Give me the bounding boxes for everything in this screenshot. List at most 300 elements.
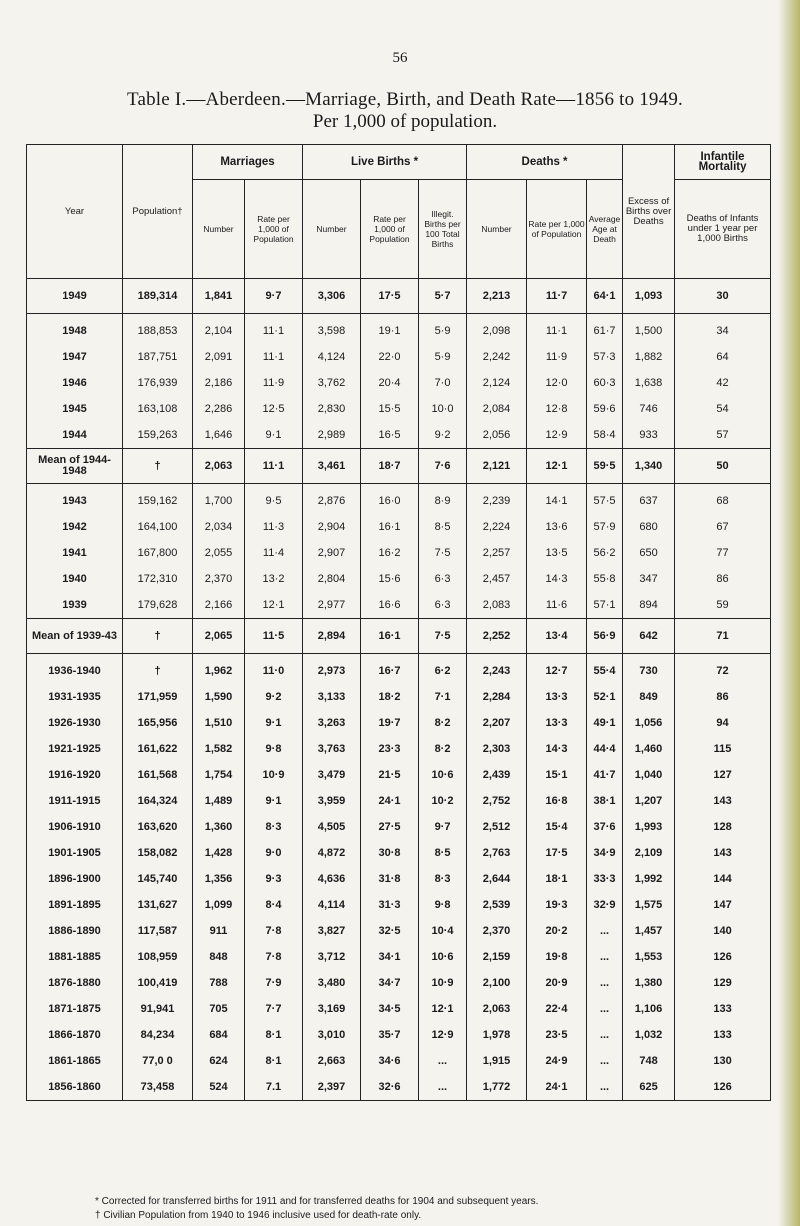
table-cell: 67 <box>675 514 771 540</box>
table-cell: 189,314 <box>123 279 193 314</box>
table-cell: 16·7 <box>361 654 419 685</box>
table-cell: 44·4 <box>587 736 623 762</box>
table-cell: 18·2 <box>361 684 419 710</box>
table-cell: 1,754 <box>193 762 245 788</box>
table-cell: 17·5 <box>527 840 587 866</box>
table-cell: 1,056 <box>623 710 675 736</box>
table-cell: 2,439 <box>467 762 527 788</box>
table-cell: 1,510 <box>193 710 245 736</box>
table-cell: 8·1 <box>245 1048 303 1074</box>
table-cell: 11·6 <box>527 592 587 619</box>
table-cell: 144 <box>675 866 771 892</box>
table-cell: 12·5 <box>245 396 303 422</box>
table-cell: 11·1 <box>245 449 303 484</box>
table-cell: 17·5 <box>361 279 419 314</box>
table-cell: 126 <box>675 1074 771 1101</box>
table-cell: 8·3 <box>245 814 303 840</box>
table-cell: 1,032 <box>623 1022 675 1048</box>
table-cell: 14·1 <box>527 484 587 515</box>
table-cell: 22·0 <box>361 344 419 370</box>
table-row <box>27 970 771 996</box>
row-label: 1940 <box>27 566 123 592</box>
table-cell: 1,575 <box>623 892 675 918</box>
table-cell: 165,956 <box>123 710 193 736</box>
table-cell: 1,457 <box>623 918 675 944</box>
table-cell: 2,063 <box>193 449 245 484</box>
table-cell: 71 <box>675 619 771 654</box>
table-cell: 2,907 <box>303 540 361 566</box>
table-cell: 32·6 <box>361 1074 419 1101</box>
table-cell: 16·8 <box>527 788 587 814</box>
table-cell: 2,055 <box>193 540 245 566</box>
table-cell: 4,124 <box>303 344 361 370</box>
table-cell: 4,636 <box>303 866 361 892</box>
table-cell: 911 <box>193 918 245 944</box>
table-cell: ... <box>587 996 623 1022</box>
table-cell: 32·5 <box>361 918 419 944</box>
table-cell: 2,104 <box>193 314 245 345</box>
table-cell: 2,083 <box>467 592 527 619</box>
table-cell: 163,620 <box>123 814 193 840</box>
row-label: 1943 <box>27 484 123 515</box>
table-cell: 3,959 <box>303 788 361 814</box>
row-label: 1936-1940 <box>27 654 123 685</box>
table-cell: 57·9 <box>587 514 623 540</box>
table-cell: 8·5 <box>419 514 467 540</box>
table-cell: 140 <box>675 918 771 944</box>
table-cell: 3,263 <box>303 710 361 736</box>
table-cell: 13·5 <box>527 540 587 566</box>
table-cell: 8·3 <box>419 866 467 892</box>
table-cell: 1,500 <box>623 314 675 345</box>
table-cell: 10·6 <box>419 944 467 970</box>
table-cell: 3,763 <box>303 736 361 762</box>
table-cell: 19·1 <box>361 314 419 345</box>
table-cell: 11·5 <box>245 619 303 654</box>
table-row <box>27 370 771 396</box>
table-cell: 16·2 <box>361 540 419 566</box>
table-cell: 2,663 <box>303 1048 361 1074</box>
table-cell: 2,989 <box>303 422 361 449</box>
table-cell: 19·3 <box>527 892 587 918</box>
table-body <box>27 279 771 1101</box>
table-row <box>27 996 771 1022</box>
table-cell: 8·5 <box>419 840 467 866</box>
table-cell: 1,460 <box>623 736 675 762</box>
table-cell: 730 <box>623 654 675 685</box>
table-cell: 33·3 <box>587 866 623 892</box>
table-row <box>27 814 771 840</box>
table-cell: 20·4 <box>361 370 419 396</box>
table-cell: 2,457 <box>467 566 527 592</box>
table-cell: 705 <box>193 996 245 1022</box>
table-cell: 3,010 <box>303 1022 361 1048</box>
row-label: 1866-1870 <box>27 1022 123 1048</box>
table-cell: 167,800 <box>123 540 193 566</box>
table-cell: 188,853 <box>123 314 193 345</box>
table-cell: 9·5 <box>245 484 303 515</box>
table-cell: 2,512 <box>467 814 527 840</box>
table-cell: 128 <box>675 814 771 840</box>
table-cell: 16·6 <box>361 592 419 619</box>
table-cell: 1,106 <box>623 996 675 1022</box>
table-cell: 133 <box>675 1022 771 1048</box>
table-cell: 32·9 <box>587 892 623 918</box>
table-row <box>27 540 771 566</box>
table-cell: 57 <box>675 422 771 449</box>
table-cell: 1,646 <box>193 422 245 449</box>
table-cell: 8·1 <box>245 1022 303 1048</box>
table-cell: 2,065 <box>193 619 245 654</box>
table-cell: 13·3 <box>527 684 587 710</box>
table-cell: 1,638 <box>623 370 675 396</box>
row-label: 1916-1920 <box>27 762 123 788</box>
table-cell: 2,286 <box>193 396 245 422</box>
table-cell: 849 <box>623 684 675 710</box>
table-cell: 10·6 <box>419 762 467 788</box>
table-cell: ... <box>587 918 623 944</box>
table-cell: 24·9 <box>527 1048 587 1074</box>
table-cell: 159,263 <box>123 422 193 449</box>
table-cell: 13·2 <box>245 566 303 592</box>
table-cell: 64·1 <box>587 279 623 314</box>
header-birth-rate: Rate per 1,000 of Population <box>361 180 419 279</box>
header-death-number: Number <box>467 180 527 279</box>
table-row <box>27 918 771 944</box>
table-cell: 143 <box>675 788 771 814</box>
table-title: Table I.—Aberdeen.—Marriage, Birth, and Death Rate—1856 to 1949. <box>127 89 683 110</box>
table-cell: 1,207 <box>623 788 675 814</box>
table-cell: 129 <box>675 970 771 996</box>
table-cell: 2,763 <box>467 840 527 866</box>
table-cell: 57·1 <box>587 592 623 619</box>
table-cell: 164,100 <box>123 514 193 540</box>
table-cell: 164,324 <box>123 788 193 814</box>
table-cell: 1,590 <box>193 684 245 710</box>
table-row <box>27 484 771 515</box>
table-cell: 94 <box>675 710 771 736</box>
table-cell: 18·1 <box>527 866 587 892</box>
table-cell: 176,939 <box>123 370 193 396</box>
table-cell: 2,100 <box>467 970 527 996</box>
row-label: 1949 <box>27 279 123 314</box>
table-cell: 4,505 <box>303 814 361 840</box>
table-cell: 2,284 <box>467 684 527 710</box>
header-excess: Excess of Births over Deaths <box>623 145 675 279</box>
table-cell: 1,356 <box>193 866 245 892</box>
table-cell: 1,882 <box>623 344 675 370</box>
table-cell: 15·6 <box>361 566 419 592</box>
row-label: 1856-1860 <box>27 1074 123 1101</box>
table-cell: 161,568 <box>123 762 193 788</box>
table-cell: 131,627 <box>123 892 193 918</box>
table-cell: 42 <box>675 370 771 396</box>
table-cell: 133 <box>675 996 771 1022</box>
table-cell: ... <box>587 970 623 996</box>
table-cell: 11·7 <box>527 279 587 314</box>
table-cell: 7·6 <box>419 449 467 484</box>
table-row <box>27 736 771 762</box>
table-cell: 2,977 <box>303 592 361 619</box>
table-cell: 15·1 <box>527 762 587 788</box>
table-row <box>27 710 771 736</box>
table-cell: 9·3 <box>245 866 303 892</box>
row-label: 1881-1885 <box>27 944 123 970</box>
table-cell: 55·4 <box>587 654 623 685</box>
row-label: 1891-1895 <box>27 892 123 918</box>
table-cell: 5·9 <box>419 344 467 370</box>
table-row <box>27 592 771 619</box>
table-cell: 30·8 <box>361 840 419 866</box>
table-cell: 1,093 <box>623 279 675 314</box>
table-cell: 2,303 <box>467 736 527 762</box>
table-cell: 1,553 <box>623 944 675 970</box>
table-cell: 2,159 <box>467 944 527 970</box>
table-cell: 52·1 <box>587 684 623 710</box>
table-cell: 12·1 <box>245 592 303 619</box>
table-cell: 625 <box>623 1074 675 1101</box>
table-row <box>27 279 771 314</box>
table-cell: 171,959 <box>123 684 193 710</box>
table-cell: 2,034 <box>193 514 245 540</box>
table-cell: 172,310 <box>123 566 193 592</box>
table-cell: 56·9 <box>587 619 623 654</box>
row-label: 1931-1935 <box>27 684 123 710</box>
header-infantile: Infantile Mortality <box>675 145 771 180</box>
header-marriage-rate: Rate per 1,000 of Population <box>245 180 303 279</box>
table-cell: 2,186 <box>193 370 245 396</box>
table-cell: 9·1 <box>245 788 303 814</box>
table-cell: 50 <box>675 449 771 484</box>
table-cell: 3,461 <box>303 449 361 484</box>
table-cell: 59·6 <box>587 396 623 422</box>
table-cell: 58·4 <box>587 422 623 449</box>
table-cell: 77,0 0 <box>123 1048 193 1074</box>
table-cell: 159,162 <box>123 484 193 515</box>
table-cell: 12·9 <box>527 422 587 449</box>
table-cell: 8·2 <box>419 710 467 736</box>
table-cell: 2,257 <box>467 540 527 566</box>
footnote-civilian: † Civilian Population from 1940 to 1946 inclusive used for death-rate only. <box>95 1210 422 1221</box>
table-row <box>27 619 771 654</box>
table-cell: 10·0 <box>419 396 467 422</box>
table-cell: 179,628 <box>123 592 193 619</box>
row-label: 1945 <box>27 396 123 422</box>
table-cell: 13·4 <box>527 619 587 654</box>
table-cell: 61·7 <box>587 314 623 345</box>
row-label: 1921-1925 <box>27 736 123 762</box>
table-cell: 347 <box>623 566 675 592</box>
table-cell: 11·9 <box>527 344 587 370</box>
table-cell: 2,124 <box>467 370 527 396</box>
table-cell: 2,539 <box>467 892 527 918</box>
table-cell: 41·7 <box>587 762 623 788</box>
table-cell: 49·1 <box>587 710 623 736</box>
header-live-births: Live Births * <box>303 145 467 180</box>
table-cell: ... <box>419 1074 467 1101</box>
table-cell: 2,894 <box>303 619 361 654</box>
table-cell: 37·6 <box>587 814 623 840</box>
table-cell: 5·7 <box>419 279 467 314</box>
table-cell: 130 <box>675 1048 771 1074</box>
table-cell: 14·3 <box>527 736 587 762</box>
header-death-rate: Rate per 1,000 of Population <box>527 180 587 279</box>
table-cell: 10·9 <box>245 762 303 788</box>
table-cell: 8·4 <box>245 892 303 918</box>
table-row <box>27 684 771 710</box>
table-cell: 1,380 <box>623 970 675 996</box>
table-cell: 30 <box>675 279 771 314</box>
table-cell: 2,252 <box>467 619 527 654</box>
table-subtitle: Per 1,000 of population. <box>312 111 498 132</box>
table-cell: 100,419 <box>123 970 193 996</box>
table-cell: 11·0 <box>245 654 303 685</box>
table-row <box>27 566 771 592</box>
table-cell: 1,978 <box>467 1022 527 1048</box>
table-cell: 23·3 <box>361 736 419 762</box>
table-cell: 1,772 <box>467 1074 527 1101</box>
table-cell: 9·7 <box>419 814 467 840</box>
table-cell: 57·5 <box>587 484 623 515</box>
table-cell: 12·7 <box>527 654 587 685</box>
table-cell: 1,340 <box>623 449 675 484</box>
table-cell: † <box>123 619 193 654</box>
table-cell: 31·8 <box>361 866 419 892</box>
table-cell: 187,751 <box>123 344 193 370</box>
table-row <box>27 762 771 788</box>
table-cell: 9·2 <box>245 684 303 710</box>
table-cell: 57·3 <box>587 344 623 370</box>
table-cell: 13·3 <box>527 710 587 736</box>
table-cell: 145,740 <box>123 866 193 892</box>
table-cell: 894 <box>623 592 675 619</box>
table-cell: 6·2 <box>419 654 467 685</box>
table-cell: 524 <box>193 1074 245 1101</box>
table-cell: 9·8 <box>245 736 303 762</box>
table-cell: 15·5 <box>361 396 419 422</box>
table-cell: 2,370 <box>193 566 245 592</box>
table-cell: 7·5 <box>419 619 467 654</box>
table-cell: 642 <box>623 619 675 654</box>
header-marriages: Marriages <box>193 145 303 180</box>
page-number: 56 <box>392 50 408 66</box>
table-cell: 108,959 <box>123 944 193 970</box>
table-row <box>27 654 771 685</box>
row-label: 1911-1915 <box>27 788 123 814</box>
table-row <box>27 1074 771 1101</box>
table-cell: 3,133 <box>303 684 361 710</box>
table-row <box>27 344 771 370</box>
table-row <box>27 449 771 484</box>
table-cell: 12·9 <box>419 1022 467 1048</box>
table-cell: 77 <box>675 540 771 566</box>
table-cell: 2,397 <box>303 1074 361 1101</box>
table-cell: 34 <box>675 314 771 345</box>
table-cell: 15·4 <box>527 814 587 840</box>
header-infant-deaths: Deaths of Infants under 1 year per 1,000 Births <box>675 180 771 279</box>
table-cell: 680 <box>623 514 675 540</box>
table-cell: 1,489 <box>193 788 245 814</box>
table-cell: 127 <box>675 762 771 788</box>
table-cell: 2,063 <box>467 996 527 1022</box>
table-cell: 55·8 <box>587 566 623 592</box>
table-cell: 1,099 <box>193 892 245 918</box>
table-cell: 34·5 <box>361 996 419 1022</box>
table-cell: 9·0 <box>245 840 303 866</box>
header-average-age: Average Age at Death <box>587 180 623 279</box>
table-cell: 1,915 <box>467 1048 527 1074</box>
table-cell: 2,098 <box>467 314 527 345</box>
table-cell: 2,207 <box>467 710 527 736</box>
row-label: 1871-1875 <box>27 996 123 1022</box>
table-cell: 746 <box>623 396 675 422</box>
table-cell: 1,360 <box>193 814 245 840</box>
table-cell: 2,084 <box>467 396 527 422</box>
table-cell: 7·8 <box>245 944 303 970</box>
table-cell: 1,582 <box>193 736 245 762</box>
table-cell: 147 <box>675 892 771 918</box>
table-cell: 20·9 <box>527 970 587 996</box>
table-cell: 6·3 <box>419 592 467 619</box>
table-cell: 143 <box>675 840 771 866</box>
table-cell: 34·7 <box>361 970 419 996</box>
table-cell: 21·5 <box>361 762 419 788</box>
table-cell: 11·1 <box>527 314 587 345</box>
table-cell: 126 <box>675 944 771 970</box>
table-cell: 684 <box>193 1022 245 1048</box>
table-cell: 16·1 <box>361 514 419 540</box>
table-cell: 59·5 <box>587 449 623 484</box>
table-cell: 3,827 <box>303 918 361 944</box>
table-cell: 35·7 <box>361 1022 419 1048</box>
table-row <box>27 314 771 345</box>
table-cell: 1,700 <box>193 484 245 515</box>
header-marriage-number: Number <box>193 180 245 279</box>
row-label: 1948 <box>27 314 123 345</box>
table-cell: 3,479 <box>303 762 361 788</box>
table-cell: 117,587 <box>123 918 193 944</box>
table-cell: 34·1 <box>361 944 419 970</box>
table-cell: † <box>123 654 193 685</box>
table-cell: 115 <box>675 736 771 762</box>
table-cell: 59 <box>675 592 771 619</box>
table-cell: 624 <box>193 1048 245 1074</box>
table-cell: 34·6 <box>361 1048 419 1074</box>
table-row <box>27 788 771 814</box>
table-cell: 7·0 <box>419 370 467 396</box>
table-cell: 2,109 <box>623 840 675 866</box>
table-cell: 12·8 <box>527 396 587 422</box>
table-cell: ... <box>587 1074 623 1101</box>
table-cell: 788 <box>193 970 245 996</box>
row-label: 1946 <box>27 370 123 396</box>
page-edge <box>778 0 800 1226</box>
header-population: Population† <box>123 145 193 279</box>
table-cell: 2,804 <box>303 566 361 592</box>
table-cell: 11·4 <box>245 540 303 566</box>
table-row <box>27 396 771 422</box>
table-cell: 163,108 <box>123 396 193 422</box>
table-cell: 68 <box>675 484 771 515</box>
header-deaths: Deaths * <box>467 145 623 180</box>
table-cell: 19·8 <box>527 944 587 970</box>
table-cell: 650 <box>623 540 675 566</box>
table-cell: 2,091 <box>193 344 245 370</box>
table-cell: 2,973 <box>303 654 361 685</box>
table-cell: † <box>123 449 193 484</box>
row-label: 1886-1890 <box>27 918 123 944</box>
row-label: 1947 <box>27 344 123 370</box>
